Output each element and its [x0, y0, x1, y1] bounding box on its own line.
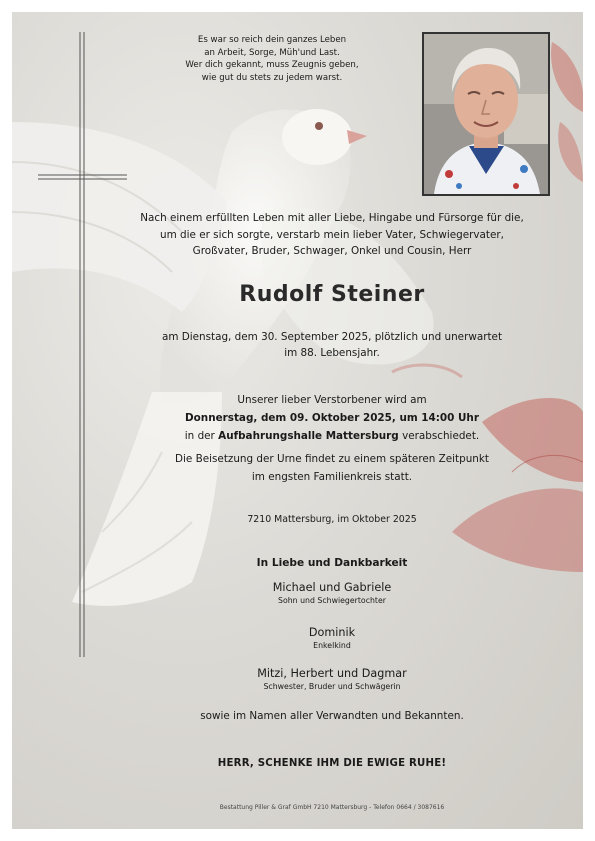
ceremony-location: [122, 427, 542, 445]
death-notice: [122, 329, 542, 362]
poem-line: Es war so reich dein ganzes Leben: [197, 35, 347, 45]
ceremony-farewell: verabschiedet.: [402, 430, 480, 442]
mourner-entry: [122, 580, 542, 606]
intro-line: Großvater, Bruder, Schwager, Onkel und Cousin, Herr: [192, 245, 472, 258]
burial-line: im engsten Familienkreis statt.: [251, 471, 413, 483]
ceremony-in: in der: [184, 430, 215, 442]
place-date: 7210 Mattersburg, im Oktober 2025: [247, 514, 417, 525]
poem-line: wie gut du stets zu jedem warst.: [201, 72, 343, 83]
memorial-poem: [132, 34, 412, 84]
mourner-name: Michael und Gabriele: [272, 581, 392, 594]
burial-line: Die Beisetzung der Urne findet zu einem späteren Zeitpunkt: [175, 453, 489, 465]
death-line: am Dienstag, dem 30. September 2025, plötzlich und unerwartet: [161, 331, 503, 343]
mourner-relation: Enkelkind: [313, 641, 351, 650]
obituary-page: [12, 12, 583, 829]
ceremony-line: Unserer lieber Verstorbener wird am: [237, 394, 427, 406]
ceremony-info: [122, 391, 542, 445]
funeral-home-footer: Bestattung Piller & Graf GmbH 7210 Mattersburg - Telefon 0664 / 3087616: [219, 804, 445, 811]
portrait-photo: [422, 32, 550, 196]
relatives-line: sowie im Namen aller Verwandten und Bekannten.: [200, 710, 464, 722]
intro-text: [122, 210, 542, 260]
closing-prayer: HERR, SCHENKE IHM DIE EWIGE RUHE!: [217, 758, 447, 769]
deceased-name: Rudolf Steiner: [239, 282, 425, 307]
mourner-name: Mitzi, Herbert und Dagmar: [257, 667, 407, 680]
burial-info: [122, 450, 542, 486]
ceremony-hall: Aufbahrungshalle Mattersburg: [218, 430, 399, 442]
poem-line: an Arbeit, Sorge, Müh'und Last.: [204, 47, 340, 58]
mourner-entry: [122, 666, 542, 692]
intro-line: um die er sich sorgte, verstarb mein lieber Vater, Schwiegervater,: [160, 228, 504, 241]
mourner-relation: Schwester, Bruder und Schwägerin: [263, 682, 401, 691]
mourner-relation: Sohn und Schwiegertochter: [278, 596, 386, 605]
mourner-entry: [122, 625, 542, 651]
poem-line: Wer dich gekannt, muss Zeugnis geben,: [185, 60, 359, 71]
mourner-name: Dominik: [308, 626, 356, 639]
death-line: im 88. Lebensjahr.: [284, 347, 380, 360]
ceremony-date: Donnerstag, dem 09. Oktober 2025, um 14:00 Uhr: [185, 412, 479, 424]
intro-line: Nach einem erfüllten Leben mit aller Liebe, Hingabe und Fürsorge für die,: [140, 212, 524, 224]
love-line: In Liebe und Dankbarkeit: [256, 557, 408, 569]
